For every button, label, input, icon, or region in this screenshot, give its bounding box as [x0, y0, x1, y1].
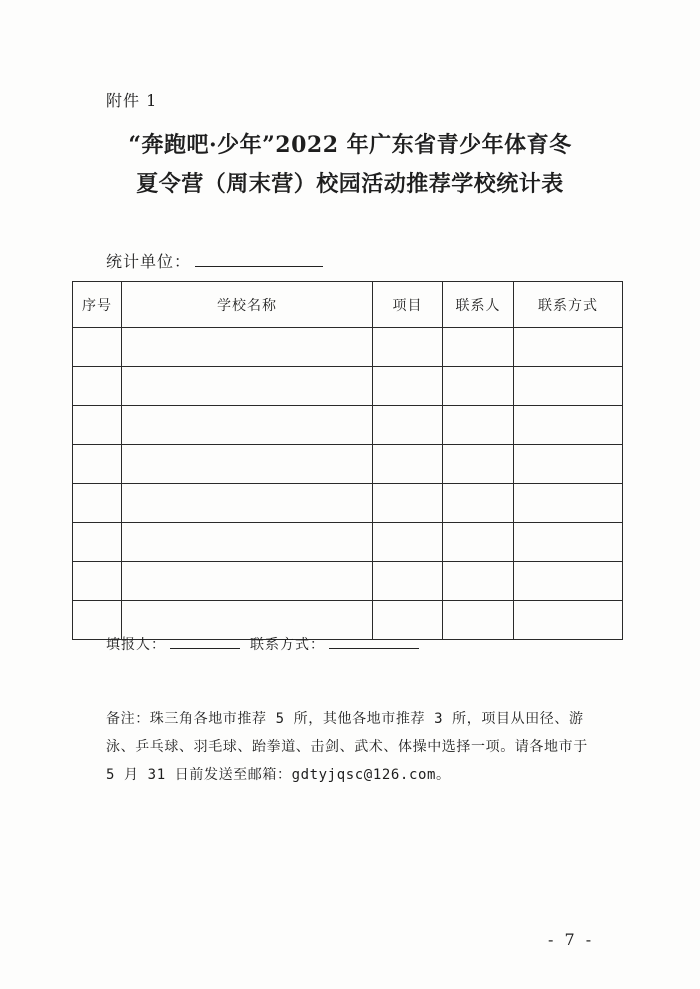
table-cell — [122, 523, 373, 562]
table-cell — [443, 445, 514, 484]
header-index: 序号 — [73, 282, 122, 328]
table-cell — [73, 367, 122, 406]
statistics-unit-blank — [195, 251, 323, 267]
page-number: - 7 - — [548, 930, 595, 949]
attachment-label: 附件 1 — [106, 91, 158, 110]
table-cell — [373, 484, 443, 523]
table-cell — [443, 406, 514, 445]
filler-label: 填报人： — [106, 637, 166, 653]
statistics-unit-label: 统计单位： — [106, 252, 192, 271]
table-cell — [514, 367, 623, 406]
table-cell — [73, 484, 122, 523]
table-row — [73, 523, 623, 562]
table-cell — [443, 328, 514, 367]
table-cell — [514, 562, 623, 601]
filler-blank — [170, 636, 240, 649]
table-cell — [122, 406, 373, 445]
table-body — [73, 328, 623, 640]
table-cell — [122, 445, 373, 484]
remarks: 备注：珠三角各地市推荐 5 所，其他各地市推荐 3 所，项目从田径、游泳、乒乓球、羽毛球、跆拳道、击剑、武术、体操中选择一项。请各地市于 5 月 31 日前发送至邮箱：gdtyjqsc@126.com。 — [106, 711, 588, 783]
table-cell — [514, 523, 623, 562]
table-row — [73, 328, 623, 367]
header-contact-info: 联系方式 — [514, 282, 623, 328]
table-cell — [514, 601, 623, 640]
school-statistics-table — [72, 281, 623, 640]
table-cell — [122, 328, 373, 367]
table-row — [73, 406, 623, 445]
table-cell — [443, 484, 514, 523]
table-cell — [373, 328, 443, 367]
table-cell — [514, 445, 623, 484]
table-header-row — [73, 282, 623, 328]
table-row — [73, 484, 623, 523]
title-line-2: 夏令营（周末营）校园活动推荐学校统计表 — [136, 171, 564, 197]
table-row — [73, 445, 623, 484]
table-cell — [73, 523, 122, 562]
table-cell — [373, 562, 443, 601]
header-school-name: 学校名称 — [122, 282, 373, 328]
table-cell — [443, 367, 514, 406]
table-cell — [73, 562, 122, 601]
table-cell — [443, 601, 514, 640]
title-line-1: “奔跑吧·少年”2022 年广东省青少年体育冬 — [128, 132, 572, 158]
table-cell — [373, 367, 443, 406]
table-cell — [373, 523, 443, 562]
table-cell — [373, 445, 443, 484]
table-cell — [514, 484, 623, 523]
table-cell — [122, 562, 373, 601]
table-cell — [122, 484, 373, 523]
filler-row — [106, 634, 429, 654]
table-row — [73, 367, 623, 406]
table-cell — [514, 328, 623, 367]
table-cell — [443, 523, 514, 562]
statistics-unit-row — [106, 249, 323, 272]
table-row — [73, 562, 623, 601]
table-cell — [73, 445, 122, 484]
table-cell — [514, 406, 623, 445]
table-cell — [73, 328, 122, 367]
header-contact-person: 联系人 — [443, 282, 514, 328]
table-cell — [122, 367, 373, 406]
table-cell — [373, 406, 443, 445]
contact-method-label: 联系方式： — [250, 637, 325, 653]
table-cell — [443, 562, 514, 601]
contact-method-blank — [329, 636, 419, 649]
page-title — [70, 126, 630, 204]
header-sport: 项目 — [373, 282, 443, 328]
table-cell — [73, 406, 122, 445]
